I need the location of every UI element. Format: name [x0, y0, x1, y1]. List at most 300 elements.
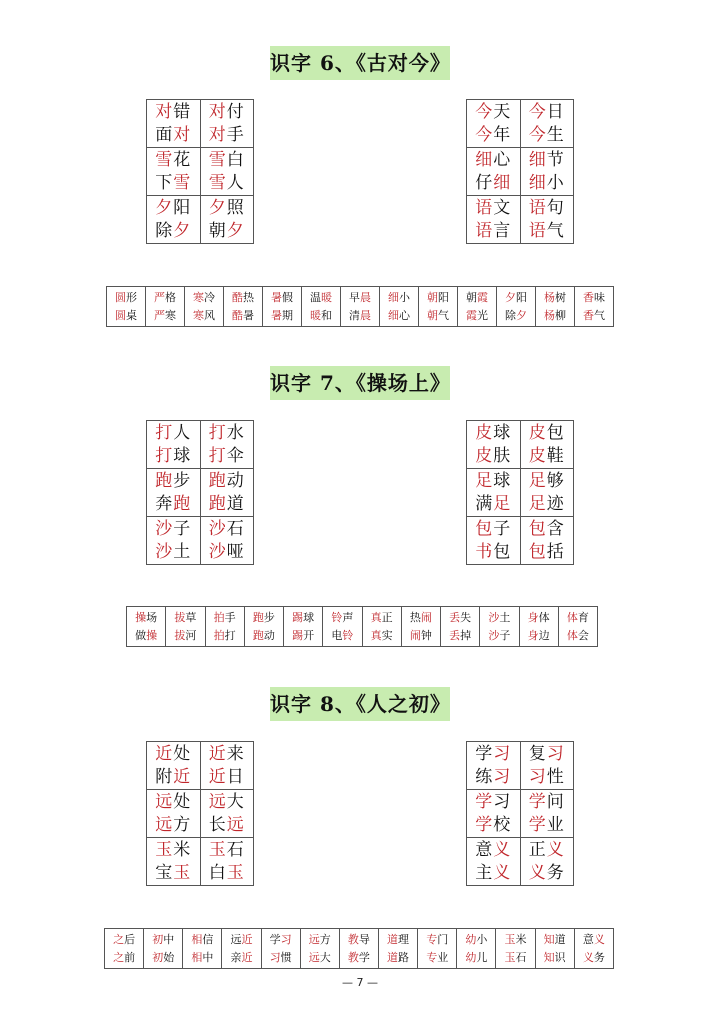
word — [201, 470, 254, 493]
strip-cell — [144, 929, 183, 969]
character: 业 — [437, 950, 449, 964]
character: 打 — [208, 422, 227, 443]
word — [127, 627, 165, 645]
grid-cell — [200, 517, 254, 565]
word — [185, 289, 223, 307]
word — [521, 149, 574, 172]
strip-cell — [323, 607, 362, 647]
word — [419, 307, 457, 325]
character: 初 — [152, 950, 164, 964]
word — [467, 197, 520, 220]
word — [480, 627, 518, 645]
character: 大 — [319, 950, 331, 964]
word — [575, 289, 613, 307]
word — [467, 445, 520, 468]
word — [302, 289, 340, 307]
character: 近 — [241, 950, 253, 964]
character: 清 — [349, 308, 360, 322]
grid-cell — [520, 421, 574, 469]
character: 闹 — [420, 610, 432, 624]
character: 沙 — [488, 610, 500, 624]
character: 前 — [124, 950, 136, 964]
character: 球 — [173, 445, 192, 466]
character: 球 — [493, 422, 512, 443]
word — [497, 289, 535, 307]
character: 学 — [475, 743, 494, 764]
character: 远 — [155, 814, 174, 835]
character: 阳 — [438, 290, 449, 304]
character: 打 — [224, 628, 236, 642]
character: 义 — [582, 950, 594, 964]
word — [467, 172, 520, 195]
word — [147, 743, 200, 766]
word — [147, 445, 200, 468]
character: 丢 — [449, 628, 461, 642]
character: 体 — [538, 610, 550, 624]
character: 知 — [543, 950, 555, 964]
character: 沙 — [155, 518, 174, 539]
character: 习 — [546, 743, 565, 764]
character: 远 — [208, 791, 227, 812]
word — [147, 470, 200, 493]
character: 沙 — [155, 541, 174, 562]
character: 学 — [358, 950, 370, 964]
character: 对 — [155, 101, 174, 122]
character: 夕 — [155, 197, 174, 218]
character: 气 — [594, 308, 605, 322]
grid-cell — [147, 148, 201, 196]
character: 草 — [185, 610, 197, 624]
word — [467, 518, 520, 541]
character: 今 — [475, 124, 494, 145]
word — [380, 289, 418, 307]
word — [183, 931, 221, 949]
word — [520, 609, 558, 627]
character: 语 — [528, 220, 547, 241]
character: 真 — [370, 628, 382, 642]
strip-cell — [339, 929, 378, 969]
character: 玉 — [504, 932, 516, 946]
character: 冷 — [204, 290, 215, 304]
character: 心 — [399, 308, 410, 322]
strip-cell — [127, 607, 166, 647]
word — [575, 949, 613, 967]
word — [467, 766, 520, 789]
character: 仔 — [475, 172, 494, 193]
character: 书 — [475, 541, 494, 562]
character: 夕 — [505, 290, 516, 304]
character: 雪 — [155, 149, 174, 170]
character: 哑 — [226, 541, 245, 562]
word — [341, 307, 379, 325]
grid-cell — [467, 196, 521, 244]
strip-cell — [496, 929, 535, 969]
character: 习 — [280, 932, 292, 946]
character: 义 — [493, 862, 512, 883]
word — [147, 493, 200, 516]
character: 沙 — [208, 541, 227, 562]
right-grid-6 — [466, 99, 574, 244]
word — [363, 627, 401, 645]
character: 子 — [173, 518, 192, 539]
grid-cell — [147, 469, 201, 517]
word — [201, 743, 254, 766]
character: 石 — [226, 518, 245, 539]
word — [402, 609, 440, 627]
strip-cell — [457, 929, 496, 969]
character: 中 — [202, 950, 214, 964]
word — [201, 445, 254, 468]
word — [147, 839, 200, 862]
word — [441, 609, 479, 627]
character: 阳 — [173, 197, 192, 218]
word — [521, 124, 574, 147]
strip-cell — [263, 287, 302, 327]
character: 严 — [154, 308, 165, 322]
character: 雪 — [173, 172, 192, 193]
character: 细 — [475, 149, 494, 170]
character: 近 — [208, 743, 227, 764]
word — [418, 931, 456, 949]
character: 足 — [528, 493, 547, 514]
character: 来 — [226, 743, 245, 764]
character: 包 — [493, 541, 512, 562]
word — [363, 609, 401, 627]
character: 复 — [528, 743, 547, 764]
word — [224, 289, 262, 307]
character: 方 — [319, 932, 331, 946]
section-title-8: 识字 8、《人之初》 — [270, 687, 450, 721]
character: 年 — [493, 124, 512, 145]
word — [467, 124, 520, 147]
character: 朝 — [427, 308, 438, 322]
word — [458, 307, 496, 325]
grid-cell — [520, 790, 574, 838]
character: 跑 — [252, 610, 264, 624]
word — [521, 197, 574, 220]
character: 远 — [230, 932, 242, 946]
character: 边 — [538, 628, 550, 642]
character: 对 — [208, 101, 227, 122]
character: 理 — [398, 932, 410, 946]
character: 热 — [243, 290, 254, 304]
word — [105, 931, 143, 949]
word — [521, 766, 574, 789]
character: 惯 — [280, 950, 292, 964]
strip-cell — [575, 287, 614, 327]
grid-cell — [147, 517, 201, 565]
character: 步 — [263, 610, 275, 624]
strip-cell — [441, 607, 480, 647]
grid-cell — [520, 148, 574, 196]
character: 练 — [475, 766, 494, 787]
character: 寒 — [193, 308, 204, 322]
character: 相 — [191, 950, 203, 964]
character: 习 — [269, 950, 281, 964]
word — [521, 743, 574, 766]
character: 幼 — [465, 932, 477, 946]
page-number: — 7 — — [342, 976, 378, 989]
character: 河 — [185, 628, 197, 642]
character: 花 — [173, 149, 192, 170]
word — [201, 766, 254, 789]
strip-cell — [183, 929, 222, 969]
character: 奔 — [155, 493, 174, 514]
grid-cell — [520, 838, 574, 886]
word — [467, 839, 520, 862]
character: 心 — [493, 149, 512, 170]
word — [166, 627, 204, 645]
character: 校 — [493, 814, 512, 835]
grid-cell — [520, 742, 574, 790]
character: 学 — [528, 791, 547, 812]
character: 道 — [387, 932, 399, 946]
word — [147, 149, 200, 172]
word — [340, 931, 378, 949]
character: 对 — [173, 124, 192, 145]
grid-cell — [467, 742, 521, 790]
character: 朝 — [208, 220, 227, 241]
character: 和 — [321, 308, 332, 322]
character: 中 — [163, 932, 175, 946]
character: 跑 — [252, 628, 264, 642]
word — [201, 149, 254, 172]
strip-cell — [261, 929, 300, 969]
strip-cell — [458, 287, 497, 327]
character: 动 — [226, 470, 245, 491]
grid-cell — [147, 421, 201, 469]
character: 儿 — [476, 950, 488, 964]
grid-cell — [200, 790, 254, 838]
strip-cell — [284, 607, 323, 647]
word — [245, 609, 283, 627]
word — [521, 541, 574, 564]
word — [467, 743, 520, 766]
word-strip-6 — [106, 286, 614, 327]
character: 之 — [113, 932, 125, 946]
character: 细 — [528, 172, 547, 193]
word — [107, 289, 145, 307]
word — [147, 422, 200, 445]
character: 圆 — [115, 308, 126, 322]
word — [263, 289, 301, 307]
character: 节 — [546, 149, 565, 170]
grid-cell — [147, 790, 201, 838]
character: 足 — [475, 470, 494, 491]
character: 球 — [303, 610, 315, 624]
word — [521, 172, 574, 195]
character: 米 — [173, 839, 192, 860]
word — [147, 518, 200, 541]
character: 远 — [308, 932, 320, 946]
character: 道 — [387, 950, 399, 964]
strip-cell — [519, 607, 558, 647]
character: 方 — [173, 814, 192, 835]
word — [521, 791, 574, 814]
character: 识 — [554, 950, 566, 964]
word — [536, 307, 574, 325]
word — [185, 307, 223, 325]
grid-cell — [467, 100, 521, 148]
character: 除 — [155, 220, 174, 241]
character: 铃 — [331, 610, 343, 624]
word — [521, 445, 574, 468]
word — [457, 931, 495, 949]
character: 句 — [546, 197, 565, 218]
word — [521, 422, 574, 445]
word — [380, 307, 418, 325]
character: 含 — [546, 518, 565, 539]
grid-cell — [200, 196, 254, 244]
character: 处 — [173, 791, 192, 812]
strip-cell — [378, 929, 417, 969]
character: 钟 — [420, 628, 432, 642]
right-grid-8 — [466, 741, 574, 886]
character: 真 — [370, 610, 382, 624]
word — [245, 627, 283, 645]
word — [147, 766, 200, 789]
grid-cell — [200, 838, 254, 886]
character: 学 — [475, 791, 494, 812]
word — [418, 949, 456, 967]
word — [521, 518, 574, 541]
character: 正 — [381, 610, 393, 624]
character: 跑 — [208, 493, 227, 514]
strip-cell — [224, 287, 263, 327]
character: 大 — [226, 791, 245, 812]
character: 细 — [528, 149, 547, 170]
character: 日 — [226, 766, 245, 787]
character: 杨 — [544, 308, 555, 322]
left-grid-7 — [146, 420, 254, 565]
character: 面 — [155, 124, 174, 145]
word — [521, 101, 574, 124]
word — [147, 101, 200, 124]
character: 温 — [310, 290, 321, 304]
character: 学 — [528, 814, 547, 835]
character: 包 — [528, 541, 547, 562]
character: 近 — [208, 766, 227, 787]
word — [559, 609, 597, 627]
word — [224, 307, 262, 325]
word — [147, 814, 200, 837]
word — [467, 791, 520, 814]
word — [536, 931, 574, 949]
character: 日 — [546, 101, 565, 122]
word — [147, 220, 200, 243]
character: 满 — [475, 493, 494, 514]
word — [201, 220, 254, 243]
character: 暑 — [243, 308, 254, 322]
character: 近 — [155, 743, 174, 764]
character: 身 — [527, 610, 539, 624]
character: 专 — [426, 950, 438, 964]
character: 语 — [475, 197, 494, 218]
character: 暖 — [321, 290, 332, 304]
character: 正 — [528, 839, 547, 860]
left-grid-8 — [146, 741, 254, 886]
strip-cell — [205, 607, 244, 647]
strip-cell — [185, 287, 224, 327]
character: 务 — [593, 950, 605, 964]
character: 丢 — [449, 610, 461, 624]
character: 义 — [528, 862, 547, 883]
character: 括 — [546, 541, 565, 562]
character: 风 — [204, 308, 215, 322]
character: 后 — [124, 932, 136, 946]
grid-cell — [147, 100, 201, 148]
grid-cell — [520, 100, 574, 148]
word — [301, 931, 339, 949]
word — [480, 609, 518, 627]
right-grid-7 — [466, 420, 574, 565]
character: 拔 — [174, 628, 186, 642]
word — [467, 149, 520, 172]
character: 杨 — [544, 290, 555, 304]
character: 生 — [546, 124, 565, 145]
word — [201, 172, 254, 195]
character: 球 — [493, 470, 512, 491]
character: 足 — [493, 493, 512, 514]
word — [147, 862, 200, 885]
character: 今 — [528, 124, 547, 145]
character: 拍 — [213, 610, 225, 624]
word — [201, 101, 254, 124]
word — [201, 541, 254, 564]
word — [147, 541, 200, 564]
character: 霞 — [477, 290, 488, 304]
word — [575, 931, 613, 949]
strip-cell — [536, 287, 575, 327]
character: 皮 — [475, 422, 494, 443]
character: 水 — [226, 422, 245, 443]
character: 近 — [173, 766, 192, 787]
character: 皮 — [528, 422, 547, 443]
grid-cell — [467, 421, 521, 469]
character: 细 — [388, 290, 399, 304]
character: 对 — [208, 124, 227, 145]
strip-cell — [558, 607, 597, 647]
word — [127, 609, 165, 627]
character: 体 — [566, 610, 578, 624]
character: 照 — [226, 197, 245, 218]
character: 石 — [515, 950, 527, 964]
word — [146, 307, 184, 325]
word — [467, 470, 520, 493]
word — [379, 949, 417, 967]
word — [467, 101, 520, 124]
character: 近 — [241, 932, 253, 946]
word — [536, 289, 574, 307]
character: 问 — [546, 791, 565, 812]
word — [458, 289, 496, 307]
grid-cell — [147, 196, 201, 244]
strip-cell — [222, 929, 261, 969]
word — [467, 493, 520, 516]
character: 玉 — [208, 839, 227, 860]
word — [144, 931, 182, 949]
word — [263, 307, 301, 325]
character: 跑 — [155, 470, 174, 491]
character: 手 — [224, 610, 236, 624]
character: 习 — [493, 791, 512, 812]
character: 夕 — [173, 220, 192, 241]
word-strip-8 — [104, 928, 614, 969]
strip-cell — [105, 929, 144, 969]
character: 操 — [135, 610, 147, 624]
word — [467, 814, 520, 837]
grid-cell — [147, 838, 201, 886]
